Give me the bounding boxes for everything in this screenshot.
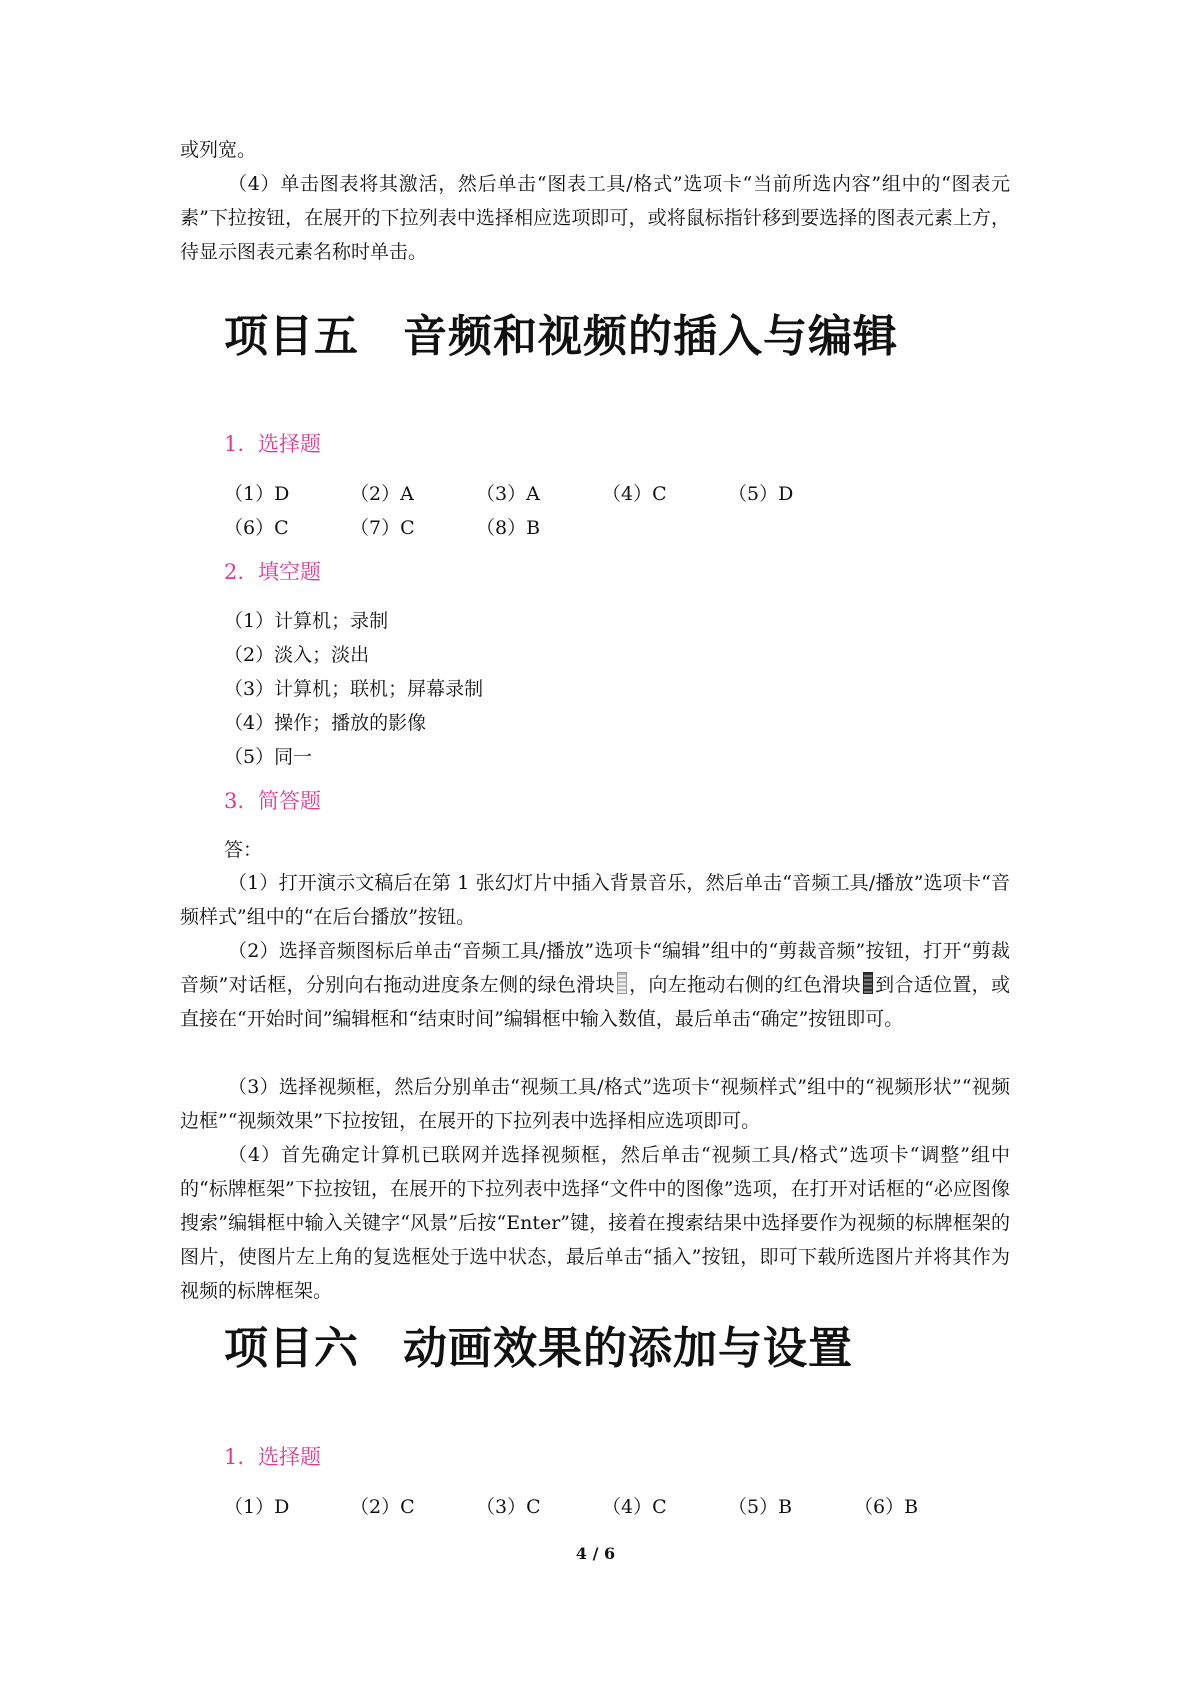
choice-answers-row-1 — [224, 479, 854, 506]
answer-item: （5）D — [728, 483, 794, 505]
project6-title-text: 动画效果的添加与设置 — [403, 1323, 853, 1374]
answer-item: （6）B — [854, 1496, 919, 1518]
choice-answers-row-p6 — [224, 1492, 980, 1519]
short-answer-2: （2）选择音频图标后单击“音频工具/播放”选项卡“编辑”组中的“剪裁音频”按钮，打开“剪裁音频”对话框，分别向右拖动进度条左侧的绿色滑块 ，向左拖动右侧的红色滑块 到合适位置，或直接在“开始时间”编辑框和“结束时间”编辑框中输入数值，最后单击“确定”按钮即可。 — [180, 940, 1010, 1030]
answer-item: （7）C — [350, 517, 415, 539]
answer-item: （1）D — [224, 1496, 290, 1518]
fill-answer-2: （2）淡入；淡出 — [224, 644, 370, 666]
section-heading-fill: 2. 填空题 — [224, 560, 322, 584]
answer-item: （3）C — [476, 1496, 541, 1518]
answer-label: 答： — [224, 839, 263, 861]
fill-answer-3: （3）计算机；联机；屏幕录制 — [224, 678, 484, 700]
section-heading-choice-p6: 1. 选择题 — [224, 1445, 322, 1469]
fill-answer-4: （4）操作；播放的影像 — [224, 712, 427, 734]
project5-title-text: 音频和视频的插入与编辑 — [403, 311, 898, 362]
short-answer-1: （1）打开演示文稿后在第 1 张幻灯片中插入背景音乐，然后单击“音频工具/播放”选项卡“音频样式”组中的“在后台播放”按钮。 — [180, 872, 1010, 928]
answer-item: （2）C — [350, 1496, 415, 1518]
project6-title-number: 项目六 — [224, 1323, 359, 1374]
answer-item: （4）C — [602, 483, 667, 505]
green-slider-icon — [617, 972, 627, 994]
answer-item: （8）B — [476, 517, 541, 539]
choice-answers-row-2 — [224, 513, 602, 540]
project5-title — [224, 300, 898, 364]
paragraph-continuation: 或列宽。 — [180, 139, 257, 161]
answer-item: （2）A — [350, 483, 414, 505]
short-answer-3: （3）选择视频框，然后分别单击“视频工具/格式”选项卡“视频样式”组中的“视频形状”“视频边框”“视频效果”下拉按钮，在展开的下拉列表中选择相应选项即可。 — [180, 1076, 1010, 1132]
project5-title-number: 项目五 — [224, 311, 359, 362]
fill-answer-1: （1）计算机；录制 — [224, 610, 389, 632]
answer-item: （1）D — [224, 483, 290, 505]
answer-item: （5）B — [728, 1496, 793, 1518]
answer-item: （6）C — [224, 517, 289, 539]
paragraph-item-4: （4）单击图表将其激活，然后单击“图表工具/格式”选项卡“当前所选内容”组中的“图表元素”下拉按钮，在展开的下拉列表中选择相应选项即可，或将鼠标指针移到要选择的图表元素上方，待显示图表元素名称时单击。 — [180, 173, 1010, 263]
red-slider-icon — [863, 972, 873, 994]
section-heading-short-answer: 3. 简答题 — [224, 789, 322, 813]
short-answer-4: （4）首先确定计算机已联网并选择视频框，然后单击“视频工具/格式”选项卡“调整”组中的“标牌框架”下拉按钮，在展开的下拉列表中选择“文件中的图像”选项，在打开对话框的“必应图像搜索”编辑框中输入关键字“风景”后按“Enter”键，接着在搜索结果中选择要作为视频的标牌框架的图片，使图片左上角的复选框处于选中状态，最后单击“插入”按钮，即可下载所选图片并将其作为视频的标牌框架。 — [180, 1144, 1010, 1302]
answer-item: （4）C — [602, 1496, 667, 1518]
answer-item: （3）A — [476, 483, 540, 505]
project6-title — [224, 1312, 853, 1376]
fill-answer-5: （5）同一 — [224, 746, 313, 768]
section-heading-choice: 1. 选择题 — [224, 432, 322, 456]
page-number: 4 / 6 — [575, 1544, 616, 1563]
